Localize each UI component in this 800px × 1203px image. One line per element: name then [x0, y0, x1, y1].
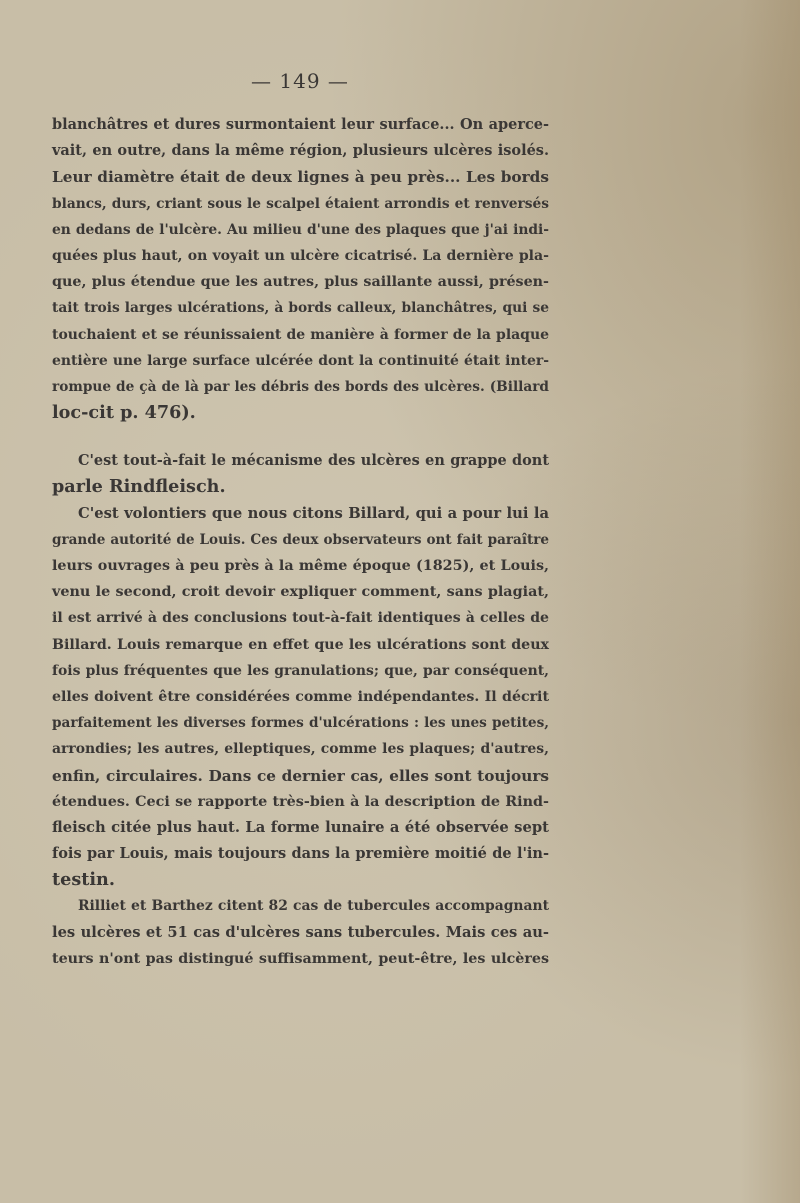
text-line: Billard. Louis remarque en effet que les ulcérations sont deux [52, 636, 549, 653]
text-line: leurs ouvrages à peu près à la même époque (1825), et Louis, [52, 558, 549, 574]
text-line: blancs, durs, criant sous le scalpel étaient arrondis et renversés [52, 195, 549, 212]
text-line: fois par Louis, mais toujours dans la première moitié de l'in- [52, 845, 549, 863]
text-line: fleisch citée plus haut. La forme lunaire a été observée sept [52, 818, 549, 836]
text-line: parle Rindfleisch. [52, 476, 226, 498]
body-text [52, 112, 549, 972]
page-edge-shading [740, 0, 800, 1203]
text-line: Leur diamètre était de deux lignes à peu près... Les bords [52, 168, 549, 187]
text-line: touchaient et se réunissaient de manière à former de la plaque [52, 326, 549, 343]
text-line: tait trois larges ulcérations, à bords calleux, blanchâtres, qui se [52, 300, 549, 317]
text-line: teurs n'ont pas distingué suffisamment, peut-être, les ulcères [52, 950, 549, 967]
text-line: vait, en outre, dans la même région, plusieurs ulcères isolés. [52, 142, 549, 160]
text-line: les ulcères et 51 cas d'ulcères sans tubercules. Mais ces au- [52, 923, 549, 941]
text-line: elles doivent être considérées comme indépendantes. Il décrit [52, 688, 549, 705]
paragraph [52, 112, 549, 426]
text-line: venu le second, croit devoir expliquer comment, sans plagiat, [52, 584, 549, 601]
text-line: rompue de çà de là par les débris des bords des ulcères. (Billard [52, 378, 549, 395]
paragraph [52, 448, 549, 500]
text-line: étendues. Ceci se rapporte très-bien à la description de Rind- [52, 793, 549, 810]
text-line: blanchâtres et dures surmontaient leur surface... On aperce- [52, 116, 549, 133]
text-line: parfaitement les diverses formes d'ulcérations : les unes petites, [52, 715, 549, 732]
text-line: que, plus étendue que les autres, plus saillante aussi, présen- [52, 274, 549, 291]
page-number: — 149 — [251, 69, 349, 93]
text-line: quées plus haut, on voyait un ulcère cicatrisé. La dernière pla- [52, 247, 549, 264]
paragraph [52, 893, 549, 972]
text-line: grande autorité de Louis. Ces deux observateurs ont fait paraître [52, 531, 549, 548]
text-line: loc-cit p. 476). [52, 402, 196, 424]
text-line: fois plus fréquentes que les granulations; que, par conséquent, [52, 662, 549, 679]
text-line: arrondies; les autres, elleptiques, comme les plaques; d'autres, [52, 741, 549, 758]
text-line: testin. [52, 869, 115, 891]
text-line: C'est tout-à-fait le mécanisme des ulcères en grappe dont [78, 452, 549, 470]
paragraph-gap [52, 426, 549, 448]
text-line: il est arrivé à des conclusions tout-à-fait identiques à celles de [52, 610, 549, 627]
paragraph [52, 501, 549, 894]
text-line: entière une large surface ulcérée dont la continuité était inter- [52, 352, 549, 369]
text-line: Rilliet et Barthez citent 82 cas de tubercules accompagnant [78, 898, 549, 915]
text-line: enfin, circulaires. Dans ce dernier cas, elles sont toujours [52, 766, 549, 785]
text-line: C'est volontiers que nous citons Billard, qui a pour lui la [78, 504, 549, 522]
text-line: en dedans de l'ulcère. Au milieu d'une des plaques que j'ai indi- [52, 221, 549, 238]
